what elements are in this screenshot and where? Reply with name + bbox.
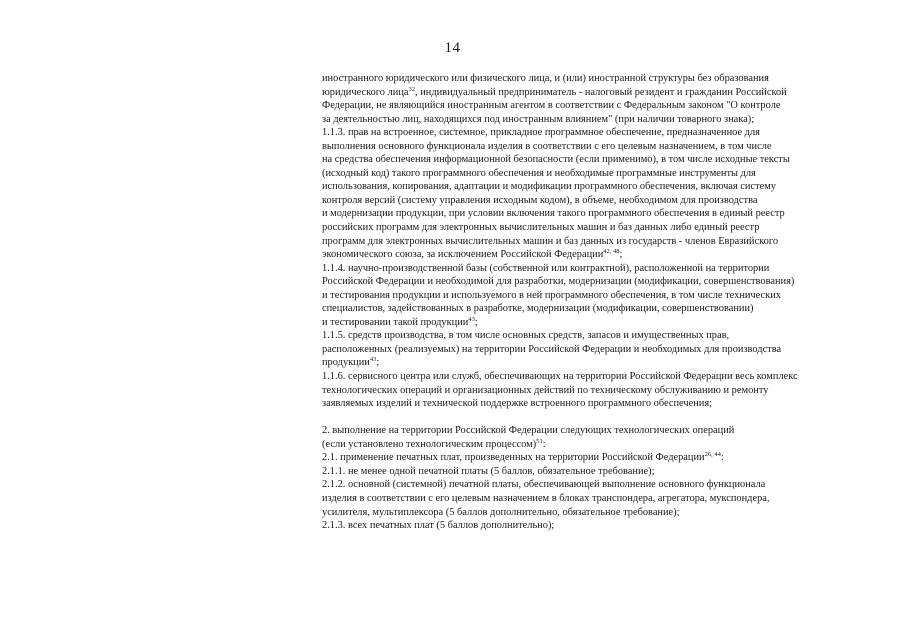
line-text: иностранного юридического или физического лица, и (или) иностранной структуры без образования (322, 73, 769, 84)
text-line (322, 370, 892, 384)
line-text: за деятельностью лиц, находящихся под иностранным влиянием" (при наличии товарного знака); (322, 113, 755, 125)
text-line (322, 302, 892, 316)
text-line (322, 235, 892, 249)
line-text: 2.1.1. не менее одной печатной платы (5 баллов, обязательное требование); (322, 465, 655, 477)
line-text: изделия в соответствии с его целевым назначением в блоках транспондера, агрегатора, мукспондера, (322, 493, 770, 504)
line-text: и модернизации продукции, при условии включения такого программного обеспечения в единый реестр (322, 208, 785, 220)
line-text: 2.1.3. всех печатных плат (5 баллов дополнительно); (322, 520, 555, 532)
line-text: экономического союза, за исключением Российской Федерации (322, 249, 604, 261)
text-line (322, 424, 892, 438)
text-line (322, 248, 892, 262)
line-text: и тестирования продукции и используемого в ней программного обеспечения, в том числе технических (322, 289, 781, 301)
text-line (322, 465, 892, 479)
line-text: 1.1.5. средств производства, в том числе основных средств, запасов и имущественных прав, (322, 330, 730, 342)
footnote-reference: 26, 44 (704, 451, 721, 459)
text-line (322, 384, 892, 398)
text-line (322, 343, 892, 357)
line-text: 2.1.2. основной (системной) печатной платы, обеспечивающей выполнение основного функционала (322, 479, 766, 491)
page-number: 14 (444, 40, 461, 56)
text-line (322, 194, 892, 208)
text-line (322, 140, 892, 154)
text-line (322, 72, 892, 86)
text-line (322, 506, 892, 520)
line-text-tail: : (542, 438, 546, 450)
text-line (322, 275, 892, 289)
text-line (322, 180, 892, 194)
line-text: 2.1. применение печатных плат, произведенных на территории Российской Федерации (322, 452, 705, 464)
line-text: 1.1.3. прав на встроенное, системное, прикладное программное обеспечение, предназначенное для (322, 127, 760, 139)
line-text: юридического лица (322, 86, 409, 98)
text-line (322, 492, 892, 506)
line-text: и тестировании такой продукции (322, 316, 469, 328)
line-text: расположенных (реализуемых) на территории Российской Федерации и необходимых для производства (322, 343, 782, 355)
line-text: на средства обеспечения информационной безопасности (если применимо), в том числе исходные тексты (322, 154, 790, 166)
line-text: (если установлено технологическим процессом) (322, 438, 537, 450)
text-line (322, 519, 892, 533)
footnote-reference: 32 (408, 85, 416, 93)
line-text: усилителя, мультиплексора (5 баллов дополнительно, обязательное требование); (322, 506, 680, 518)
line-text: 2. выполнение на территории Российской Федерации следующих технологических операций (322, 425, 735, 437)
footnote-reference: 43 (468, 315, 475, 323)
text-line (322, 289, 892, 303)
footnote-reference: 51 (536, 437, 543, 445)
text-line (322, 113, 892, 127)
footnote-reference: 42, 48 (603, 248, 620, 256)
text-line (322, 397, 892, 411)
text-line (322, 356, 892, 370)
text-line (322, 167, 892, 181)
line-text: контроля версий (систему управления исходным кодом), в объеме, необходимом для производства (322, 194, 758, 206)
text-line (322, 153, 892, 167)
line-text: 1.1.4. научно-производственной базы (собственной или контрактной), расположенной на территории (322, 262, 770, 274)
footnote-reference: 43 (369, 356, 377, 364)
line-text: (исходный код) такого программного обеспечения и необходимые программные инструменты для (322, 167, 756, 179)
line-text: Российской Федерации и необходимой для разработки, модернизации (модификации, совершенствования) (322, 276, 795, 288)
line-text: специалистов, задействованных в разработке, модернизации (модификации, совершенствовании) (322, 303, 754, 315)
text-line (322, 262, 892, 276)
text-line (322, 478, 892, 492)
line-text-tail: , индивидуальный предприниматель - налоговый резидент и гражданин Российской (415, 86, 787, 98)
paragraph-gap (322, 411, 892, 425)
text-line (322, 221, 892, 235)
line-text: продукции (322, 357, 370, 369)
line-text: программ для электронных вычислительных машин и баз данных из государств - членов Евразийского (322, 235, 779, 247)
line-text-tail: ; (376, 357, 380, 369)
text-line (322, 207, 892, 221)
document-body (322, 72, 892, 533)
text-line (322, 438, 892, 452)
line-text: выполнения основного функционала изделия в соответствии с его целевым назначением, в том числе (322, 140, 772, 152)
text-line (322, 126, 892, 140)
text-line (322, 99, 892, 113)
text-line (322, 316, 892, 330)
line-text-tail: ; (474, 316, 478, 328)
line-text: использования, копирования, адаптации и модификации программного обеспечения, включая систему (322, 181, 777, 193)
line-text: российских программ для электронных вычислительных машин и баз данных либо единый реестр (322, 222, 760, 234)
line-text: технологических операций и организационных действий по техническому обслуживанию и ремонту (322, 384, 769, 396)
text-line (322, 86, 892, 100)
text-line (322, 451, 892, 465)
line-text-tail: ; (619, 249, 623, 261)
line-text: 1.1.6. сервисного центра или служб, обеспечивающих на территории Российской Федерации весь комплекс (322, 371, 798, 383)
line-text: Федерации, не являющийся иностранным агентом в соответствии с Федеральным законом "О контроле (322, 100, 781, 112)
line-text: заявляемых изделий и технической поддержке встроенного программного обеспечения; (322, 398, 713, 410)
line-text-tail: : (720, 452, 724, 464)
text-line (322, 329, 892, 343)
